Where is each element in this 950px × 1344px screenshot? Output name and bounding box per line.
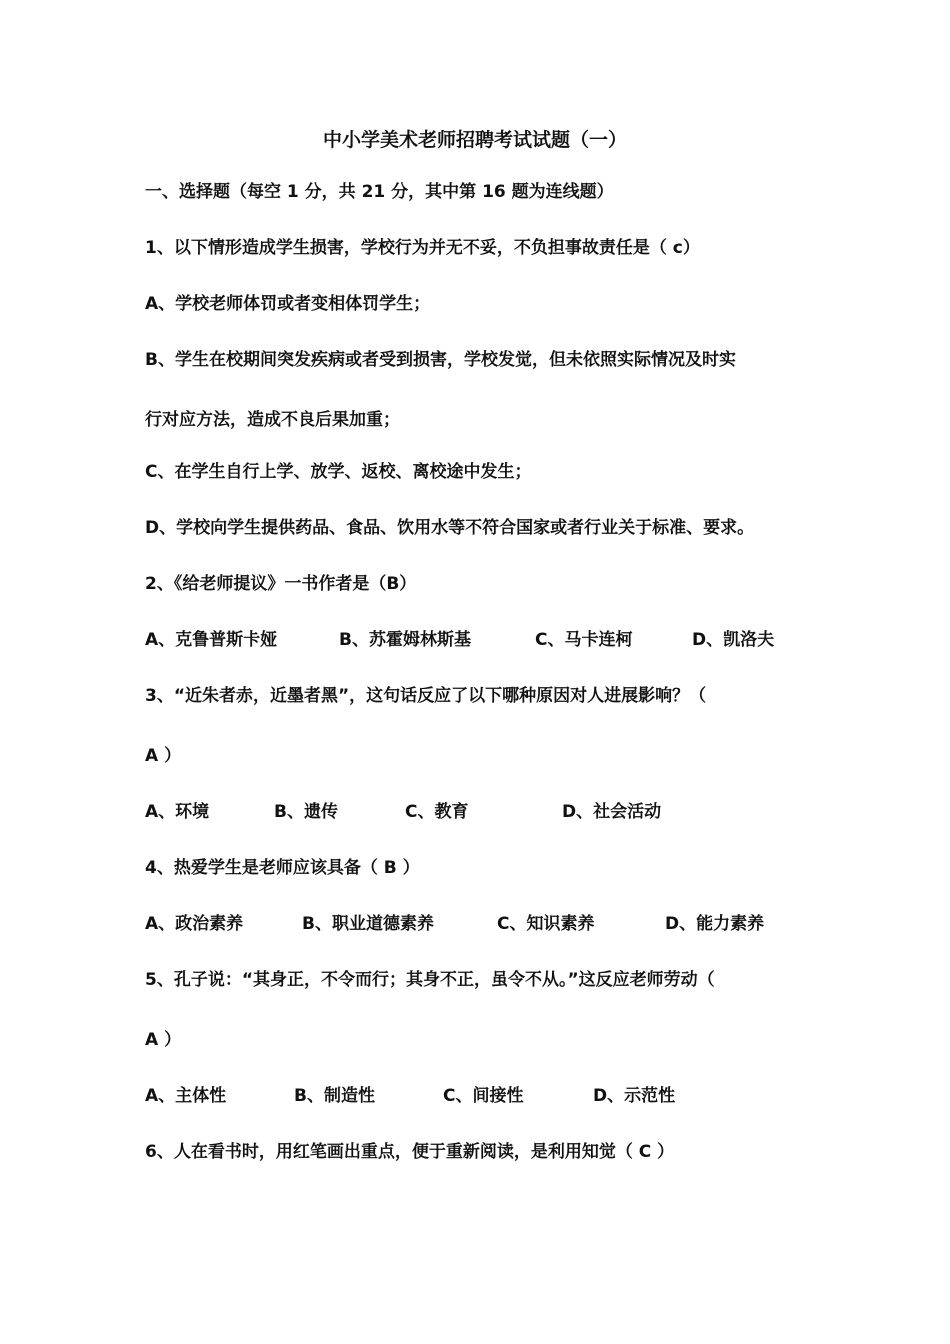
q3-option-b: B、遗传 [274,802,338,822]
q5-answer: A ） [145,1030,182,1050]
q3-stem: 3、“近朱者赤，近墨者黑”，这句话反应了以下哪种原因对人进展影响？（ [145,686,707,706]
q1-option-a: A、学校老师体罚或者变相体罚学生； [145,294,431,314]
q2-stem: 2、《给老师提议》一书作者是（B） [145,574,417,594]
q4-option-a: A、政治素养 [145,914,244,934]
q5-option-a: A、主体性 [145,1086,227,1106]
section-heading: 一、选择题（每空 1 分，共 21 分，其中第 16 题为连线题） [145,182,614,202]
document-title: 中小学美术老师招聘考试试题（一） [322,129,627,151]
q1-option-c: C、在学生自行上学、放学、返校、离校途中发生； [145,462,532,482]
q2-option-c: C、马卡连柯 [535,630,633,650]
q5-option-b: B、制造性 [294,1086,375,1106]
q4-stem: 4、热爱学生是老师应该具备（ B ） [145,858,420,878]
q2-option-a: A、克鲁普斯卡娅 [145,630,278,650]
q1-option-d: D、学校向学生提供药品、食品、饮用水等不符合国家或者行业关于标准、要求。 [145,518,755,538]
q4-option-b: B、职业道德素养 [302,914,434,934]
q3-option-a: A、环境 [145,802,210,822]
q5-stem: 5、孔子说：“其身正，不令而行；其身不正，虽令不从。”这反应老师劳动（ [145,970,715,990]
q3-answer: A ） [145,746,182,766]
q2-option-b: B、苏霍姆林斯基 [339,630,471,650]
q5-option-d: D、示范性 [593,1086,676,1106]
q3-option-d: D、社会活动 [562,802,662,822]
q1-option-b-line1: B、学生在校期间突发疾病或者受到损害，学校发觉，但未依照实际情况及时实 [145,350,736,370]
q4-option-c: C、知识素养 [497,914,595,934]
q3-option-c: C、教育 [405,802,469,822]
q1-option-b-line2: 行对应方法，造成不良后果加重； [145,410,400,430]
q6-stem: 6、人在看书时，用红笔画出重点，便于重新阅读，是利用知觉（ C ） [145,1142,675,1162]
q4-option-d: D、能力素养 [665,914,765,934]
q1-stem: 1、以下情形造成学生损害，学校行为并无不妥，不负担事故责任是（ c） [145,238,700,258]
q5-option-c: C、间接性 [443,1086,524,1106]
q2-option-d: D、凯洛夫 [692,630,775,650]
